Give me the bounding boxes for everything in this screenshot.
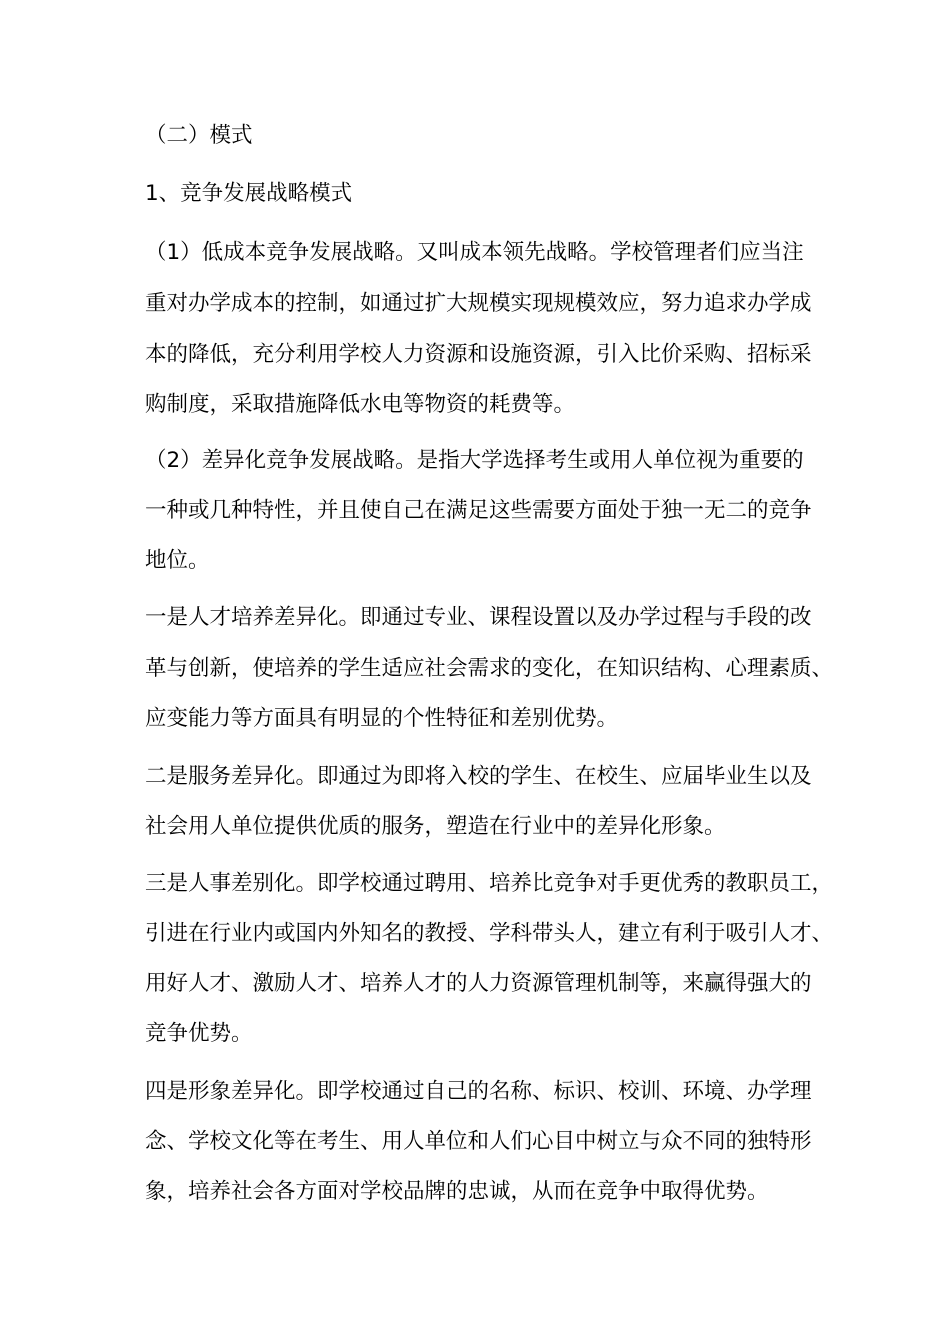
paragraph-line: 革与创新，使培养的学生适应社会需求的变化，在知识结构、心理素质、: [145, 656, 834, 681]
paragraph-line: 应变能力等方面具有明显的个性特征和差别优势。: [145, 706, 619, 731]
paragraph-line: （1）低成本竞争发展战略。又叫成本领先战略。学校管理者们应当注: [145, 240, 804, 265]
paragraph-line: （2）差异化竞争发展战略。是指大学选择考生或用人单位视为重要的: [145, 448, 804, 473]
paragraph-line: 一是人才培养差异化。即通过专业、课程设置以及办学过程与手段的改: [145, 605, 812, 630]
paragraph-line: 用好人才、激励人才、培养人才的人力资源管理机制等，来赢得强大的: [145, 971, 812, 996]
paragraph-line: 竞争优势。: [145, 1021, 253, 1046]
section-heading: （二）模式: [145, 123, 253, 148]
paragraph-line: 引进在行业内或国内外知名的教授、学科带头人，建立有利于吸引人才、: [145, 921, 834, 946]
paragraph-line: 四是形象差异化。即学校通过自己的名称、标识、校训、环境、办学理: [145, 1079, 812, 1104]
paragraph-line: 二是服务差异化。即通过为即将入校的学生、在校生、应届毕业生以及: [145, 764, 812, 789]
paragraph-line: 一种或几种特性，并且使自己在满足这些需要方面处于独一无二的竞争: [145, 498, 812, 523]
paragraph-line: 重对办学成本的控制，如通过扩大规模实现规模效应，努力追求办学成: [145, 291, 812, 316]
paragraph-line: 三是人事差别化。即学校通过聘用、培养比竞争对手更优秀的教职员工，: [145, 871, 834, 896]
subheading: 1、竞争发展战略模式: [145, 181, 353, 206]
paragraph-line: 社会用人单位提供优质的服务，塑造在行业中的差异化形象。: [145, 814, 726, 839]
paragraph-line: 念、学校文化等在考生、用人单位和人们心目中树立与众不同的独特形: [145, 1129, 812, 1154]
paragraph-line: 本的降低，充分利用学校人力资源和设施资源，引入比价采购、招标采: [145, 342, 812, 367]
paragraph-line: 地位。: [145, 548, 210, 573]
paragraph-line: 象，培养社会各方面对学校品牌的忠诚，从而在竞争中取得优势。: [145, 1179, 769, 1204]
paragraph-line: 购制度，采取措施降低水电等物资的耗费等。: [145, 392, 576, 417]
